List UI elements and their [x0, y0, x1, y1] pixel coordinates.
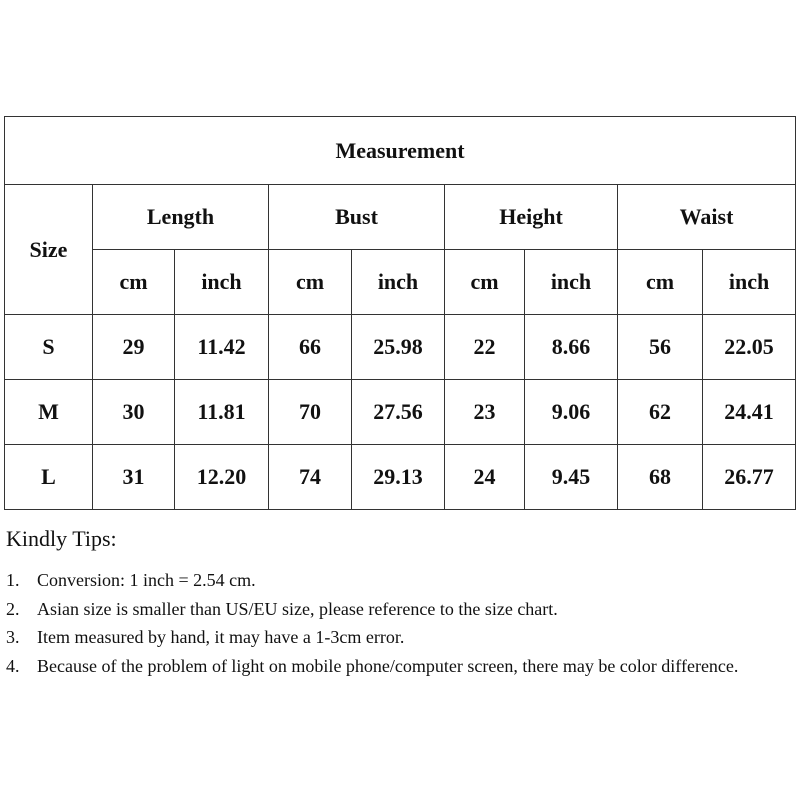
- table-cell: 22.05: [703, 315, 796, 380]
- size-label: M: [5, 380, 93, 445]
- tip-text: Asian size is smaller than US/EU size, please reference to the size chart.: [37, 598, 558, 619]
- table-row: [5, 380, 796, 445]
- tips-list: [6, 566, 786, 680]
- tip-number: 3.: [6, 627, 20, 647]
- list-item: [6, 595, 786, 624]
- table-cell: 29.13: [352, 445, 445, 510]
- table-cell: 8.66: [525, 315, 618, 380]
- table-cell: 24.41: [703, 380, 796, 445]
- table-row: [5, 445, 796, 510]
- unit-header: cm: [445, 250, 525, 315]
- unit-header: inch: [525, 250, 618, 315]
- table-cell: 11.42: [175, 315, 269, 380]
- unit-header: cm: [618, 250, 703, 315]
- length-header: Length: [93, 185, 269, 250]
- table-cell: 9.45: [525, 445, 618, 510]
- tip-text: Because of the problem of light on mobile phone/computer screen, there may be color difference.: [37, 655, 739, 676]
- list-item: [6, 623, 786, 652]
- table-cell: 9.06: [525, 380, 618, 445]
- bust-header: Bust: [269, 185, 445, 250]
- tips-title: Kindly Tips:: [6, 526, 117, 551]
- list-item: [6, 566, 786, 595]
- table-cell: 66: [269, 315, 352, 380]
- table-cell: 74: [269, 445, 352, 510]
- kindly-tips-section: [6, 526, 786, 680]
- table-title: Measurement: [5, 117, 796, 185]
- tip-number: 2.: [6, 598, 20, 619]
- table-cell: 22: [445, 315, 525, 380]
- waist-header: Waist: [618, 185, 796, 250]
- table-cell: 25.98: [352, 315, 445, 380]
- size-label: L: [5, 445, 93, 510]
- tip-number: 1.: [6, 570, 20, 590]
- unit-header: inch: [703, 250, 796, 315]
- size-chart-table: [4, 116, 796, 510]
- unit-header: inch: [175, 250, 269, 315]
- height-header: Height: [445, 185, 618, 250]
- table-cell: 26.77: [703, 445, 796, 510]
- table-cell: 56: [618, 315, 703, 380]
- table-cell: 12.20: [175, 445, 269, 510]
- table-cell: 62: [618, 380, 703, 445]
- table-cell: 23: [445, 380, 525, 445]
- table-cell: 11.81: [175, 380, 269, 445]
- table-cell: 29: [93, 315, 175, 380]
- tip-text: Item measured by hand, it may have a 1-3cm error.: [37, 627, 405, 647]
- table-row: [5, 315, 796, 380]
- tip-number: 4.: [6, 655, 20, 676]
- size-label: S: [5, 315, 93, 380]
- unit-header: cm: [269, 250, 352, 315]
- list-item: [6, 652, 786, 681]
- table-cell: 70: [269, 380, 352, 445]
- table-cell: 24: [445, 445, 525, 510]
- size-column-header: Size: [5, 185, 93, 315]
- unit-header: inch: [352, 250, 445, 315]
- tip-text: Conversion: 1 inch = 2.54 cm.: [37, 570, 256, 590]
- unit-header: cm: [93, 250, 175, 315]
- table-cell: 27.56: [352, 380, 445, 445]
- table-cell: 30: [93, 380, 175, 445]
- table-cell: 31: [93, 445, 175, 510]
- table-cell: 68: [618, 445, 703, 510]
